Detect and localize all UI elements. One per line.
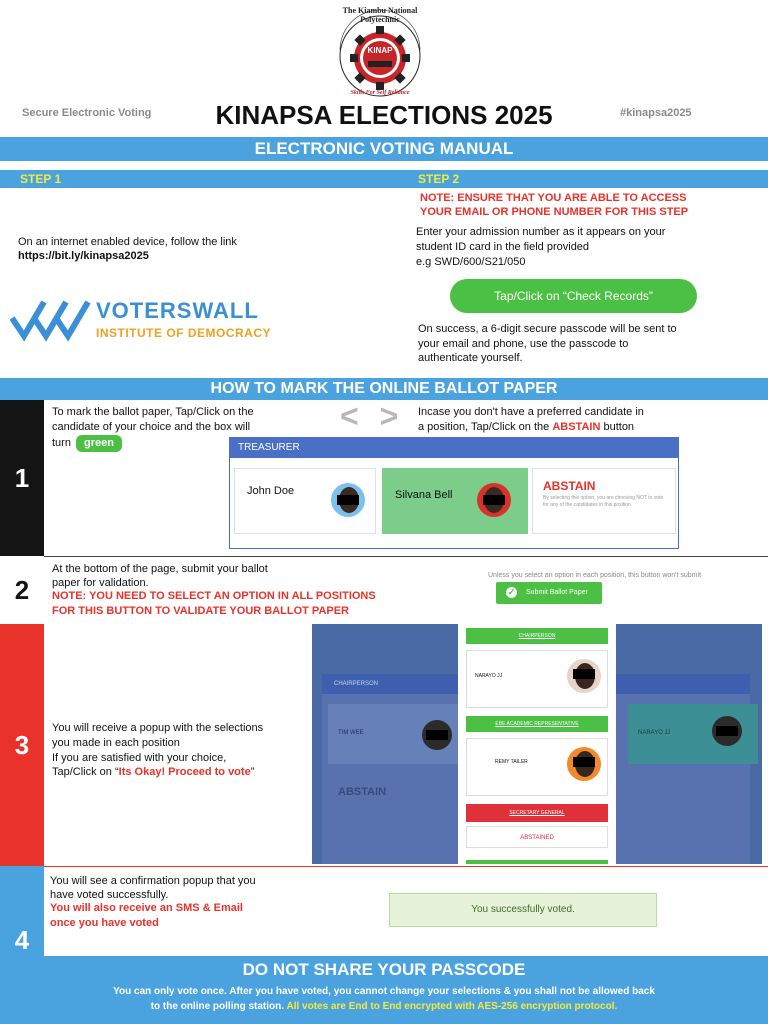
abstain-desc: By selecting this option, you are choosing NOT to vote for any of the candidates in this position <box>543 495 664 508</box>
submit-hint: Unless you select an option in each position, this button won't submit <box>488 572 702 579</box>
s1-abstain-word: ABSTAIN <box>552 421 601 433</box>
s3-line3: If you are satisfied with your choice, <box>52 752 227 764</box>
s2-line2: paper for validation. <box>52 577 149 589</box>
s1-abstain-line1: Incase you don't have a preferred candidate in <box>418 406 644 418</box>
proceed-to-vote-text: Its Okay! Proceed to vote <box>118 766 251 778</box>
popup-position-header: EBE ACADEMIC REPRESENTATIVE <box>466 716 608 732</box>
s1-abstain-line2 <box>418 420 634 435</box>
section-3-number: 3 <box>0 624 44 866</box>
s3-line2: you made in each position <box>52 737 180 749</box>
green-badge: green <box>76 435 122 452</box>
bg-cand-card-2 <box>628 704 758 764</box>
s1-line3 <box>52 435 122 452</box>
candidate-name: John Doe <box>247 485 295 497</box>
section-4-number: 4 <box>0 866 44 956</box>
step2-instr-line3: e.g SWD/600/S21/050 <box>416 256 526 268</box>
page-title: KINAPSA ELECTIONS 2025 <box>215 100 553 130</box>
popup-cand-name: REMY TAILER <box>495 759 528 765</box>
step2-instr-line1: Enter your admission number as it appears on your <box>416 226 666 238</box>
hashtag: #kinapsa2025 <box>620 107 692 119</box>
ballot-bar: HOW TO MARK THE ONLINE BALLOT PAPER <box>0 378 768 400</box>
s4-line2: have voted successfully. <box>50 889 169 901</box>
divider <box>44 866 768 867</box>
s1-abstain-post: button <box>603 421 635 433</box>
popup-cand-card <box>466 650 608 708</box>
submit-ballot-button[interactable] <box>496 582 602 604</box>
step2-success-line3: authenticate yourself. <box>418 352 523 364</box>
voterswall-check-icon <box>10 296 96 342</box>
bg-abstain: ABSTAIN <box>338 786 387 798</box>
face-redaction <box>337 495 359 505</box>
popup-position-header: CHAIRPERSON <box>466 628 608 644</box>
s3-line4-post: ” <box>250 766 255 778</box>
s1-line1: To mark the ballot paper, Tap/Click on the <box>52 406 254 418</box>
brand-name: VOTERSWALL <box>96 298 259 323</box>
check-circle-icon: ✓ <box>507 587 516 597</box>
step-label-band <box>0 170 768 188</box>
step2-label: STEP 2 <box>418 172 460 186</box>
s3-line4-pre: Tap/Click on “ <box>52 766 119 778</box>
voterswall-logo <box>10 296 280 344</box>
s4-line1: You will see a confirmation popup that you <box>50 875 256 887</box>
s3-line1: You will receive a popup with the selections <box>52 722 264 734</box>
s2-line1: At the bottom of the page, submit your ballot <box>52 563 268 575</box>
submit-label: Submit Ballot Paper <box>526 589 588 596</box>
s4-red1: You will also receive an SMS & Email <box>50 902 243 914</box>
step2-success-line1: On success, a 6-digit secure passcode will be sent to <box>418 323 677 335</box>
abstain-title: ABSTAIN <box>543 479 596 493</box>
popup-position-header: SECRETARY GENERAL <box>466 804 608 822</box>
step1-link[interactable]: https://bit.ly/kinapsa2025 <box>18 250 149 262</box>
manual-bar: ELECTRONIC VOTING MANUAL <box>0 137 768 161</box>
logo-center-text: KINAP <box>367 46 393 55</box>
popup-cand-name: NARAYO JJ <box>475 673 503 679</box>
left-tag: Secure Electronic Voting <box>22 107 152 119</box>
s1-line2: candidate of your choice and the box will <box>52 421 251 433</box>
brand-sub: INSTITUTE OF DEMOCRACY <box>96 326 271 340</box>
footer-line2 <box>0 1001 768 1012</box>
step2-note-line2: YOUR EMAIL OR PHONE NUMBER FOR THIS STEP <box>420 206 689 218</box>
s1-turn-text: turn <box>52 437 71 449</box>
face-redaction <box>716 726 738 736</box>
s4-red2: once you have voted <box>50 917 159 929</box>
face-redaction <box>573 669 595 679</box>
divider <box>44 556 768 557</box>
kinap-logo <box>318 6 442 102</box>
step2-success-line2: your email and phone, use the passcode to <box>418 338 629 350</box>
s2-note1: NOTE: YOU NEED TO SELECT AN OPTION IN ALL POSITIONS <box>52 590 376 602</box>
popup-bottom-bar <box>466 860 608 864</box>
footer-line1: You can only vote once. After you have voted, you cannot change your selections & you shall not be allowed back <box>113 986 655 997</box>
popup-abstained: ABSTAINED <box>466 826 608 848</box>
footer <box>0 956 768 1024</box>
candidate-card-john[interactable] <box>234 468 376 534</box>
step2-note-line1: NOTE: ENSURE THAT YOU ARE ABLE TO ACCESS <box>420 192 687 204</box>
swap-arrows-icon: < > <box>340 398 405 434</box>
footer-encryption-note: All votes are End to End encrypted with AES-256 encryption protocol. <box>286 1001 618 1012</box>
step2-instr-line2: student ID card in the field provided <box>416 241 590 253</box>
bg-chairperson-header: CHAIRPERSON <box>322 674 750 694</box>
face-redaction <box>573 757 595 767</box>
footer-line2-white: to the online polling station. <box>150 1001 285 1012</box>
candidate-card-silvana[interactable] <box>382 468 528 534</box>
step1-label: STEP 1 <box>20 172 62 186</box>
logo-ring-text: The Kiambu National Polytechnic <box>342 6 418 24</box>
check-records-button[interactable]: Tap/Click on “Check Records” <box>450 279 697 313</box>
face-redaction <box>483 495 505 505</box>
candidate-name: Silvana Bell <box>395 489 453 501</box>
s1-abstain-pre: a position, Tap/Click on the <box>418 421 550 433</box>
section-1-number: 1 <box>0 400 44 556</box>
face-redaction <box>426 730 448 740</box>
bg-cand-name: NARAYO JJ <box>638 730 671 736</box>
section-2-number: 2 <box>0 556 44 624</box>
popup-screenshot <box>312 624 762 864</box>
footer-title: DO NOT SHARE YOUR PASSCODE <box>242 960 526 979</box>
confirmation-popup <box>458 624 616 864</box>
logo-motto: Skills For Self Reliance <box>350 90 410 96</box>
popup-cand-card <box>466 738 608 796</box>
s3-line4 <box>52 765 254 780</box>
abstain-card[interactable] <box>532 468 676 534</box>
success-alert: You successfully voted. <box>389 893 657 927</box>
bg-cand-card-1 <box>328 704 458 764</box>
treasurer-panel <box>229 437 679 549</box>
s2-note2: FOR THIS BUTTON TO VALIDATE YOUR BALLOT PAPER <box>52 605 350 617</box>
treasurer-header: TREASURER <box>230 438 678 458</box>
step1-text: On an internet enabled device, follow the link <box>18 236 237 248</box>
bg-cand-name: TIM WEE <box>338 730 364 736</box>
